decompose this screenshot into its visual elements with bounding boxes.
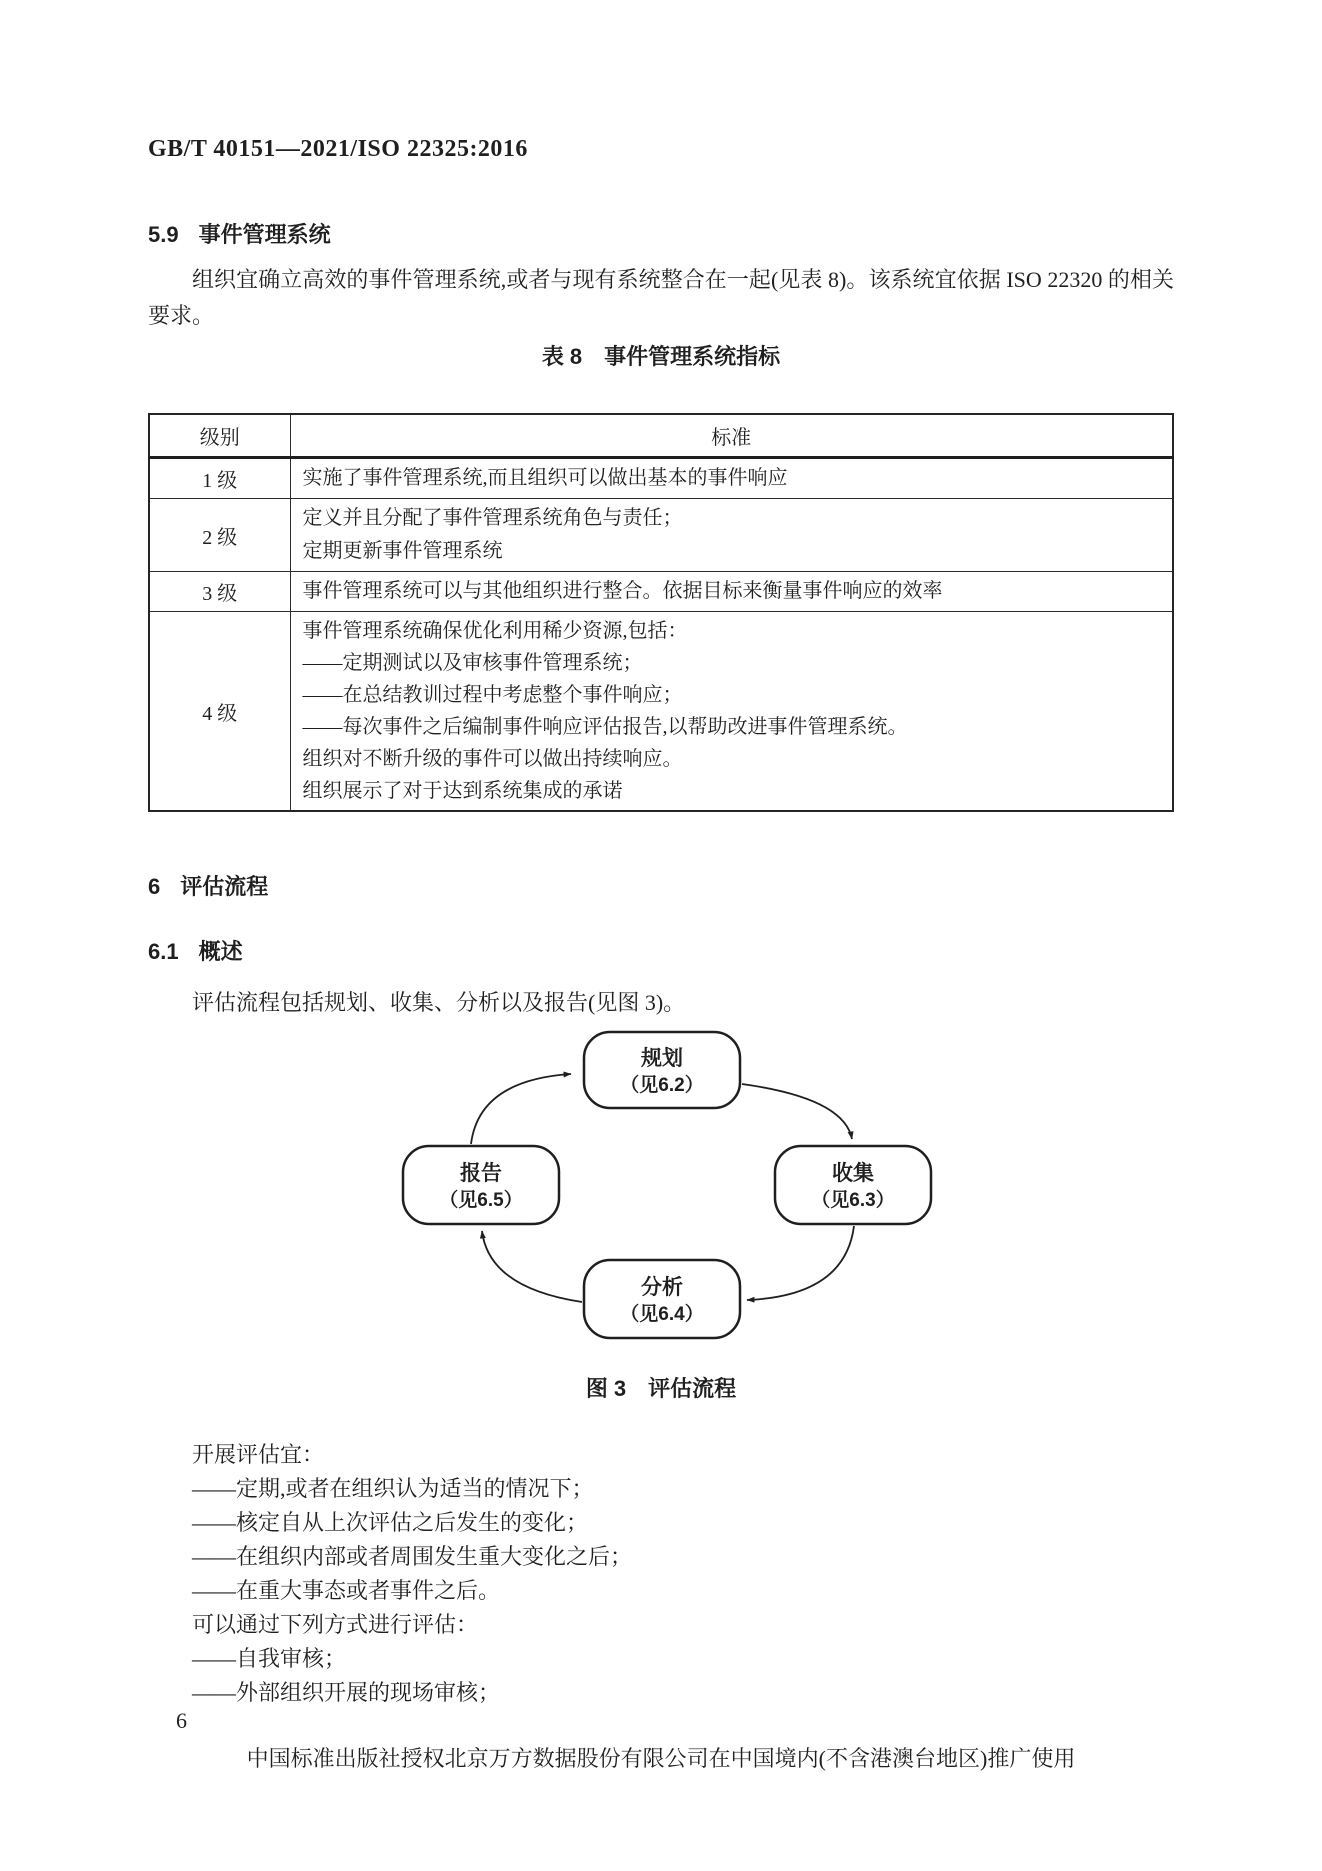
criteria-line: ——每次事件之后编制事件响应评估报告,以帮助改进事件管理系统。 xyxy=(302,716,908,738)
arrow-plan-to-collect xyxy=(742,1084,852,1139)
node-analyze-box xyxy=(584,1260,740,1338)
arrow-analyze-to-report xyxy=(482,1231,582,1302)
section-5-9-heading xyxy=(148,218,331,249)
node-plan-label: 规划 xyxy=(641,1047,683,1070)
criteria-line: 组织展示了对于达到系统集成的承诺 xyxy=(302,780,623,802)
assessment-condition: ——核定自从上次评估之后发生的变化； xyxy=(192,1510,589,1535)
section-6-title: 评估流程 xyxy=(180,874,269,899)
standard-number-header: GB/T 40151—2021/ISO 22325:2016 xyxy=(148,136,528,162)
node-report xyxy=(403,1146,559,1224)
node-plan-ref: （见6.2） xyxy=(620,1075,704,1096)
node-report-ref: （见6.5） xyxy=(439,1190,523,1211)
column-header-criteria: 标准 xyxy=(290,414,1173,458)
section-6-1-heading xyxy=(148,935,243,966)
assessment-condition: ——在重大事态或者事件之后。 xyxy=(192,1578,501,1603)
node-plan-box xyxy=(584,1032,740,1108)
node-report-label: 报告 xyxy=(460,1162,502,1185)
figure-3-process-cycle-diagram xyxy=(331,1028,991,1348)
section-6-1-paragraph: 评估流程包括规划、收集、分析以及报告(见图 3)。 xyxy=(192,990,686,1015)
column-header-level: 级别 xyxy=(149,414,290,458)
criteria-cell xyxy=(290,458,1173,499)
node-analyze-ref: （见6.4） xyxy=(620,1304,704,1325)
figure-3-caption: 图 3 评估流程 xyxy=(585,1376,737,1401)
table-row-level-2 xyxy=(149,499,1173,572)
criteria-line: 定义并且分配了事件管理系统角色与责任； xyxy=(302,507,683,529)
node-collect-label: 收集 xyxy=(832,1162,874,1185)
assessment-intro: 开展评估宜： xyxy=(192,1442,325,1467)
section-5-9-title: 事件管理系统 xyxy=(198,222,331,247)
assessment-method: ——自我审核； xyxy=(192,1646,347,1671)
table-row-level-3 xyxy=(149,572,1173,612)
table-8-title: 表 8 事件管理系统指标 xyxy=(541,344,781,369)
level-cell: 1 级 xyxy=(149,458,290,499)
arrow-collect-to-analyze xyxy=(747,1226,854,1300)
criteria-line: ——在总结教训过程中考虑整个事件响应； xyxy=(302,684,683,706)
arrow-report-to-plan xyxy=(471,1074,571,1144)
assessment-method: ——外部组织开展的现场审核； xyxy=(192,1680,501,1705)
assessment-list xyxy=(148,1438,1174,1710)
criteria-cell xyxy=(290,572,1173,612)
table-row-level-4 xyxy=(149,612,1173,812)
criteria-line: 组织对不断升级的事件可以做出持续响应。 xyxy=(302,748,683,770)
level-cell: 2 级 xyxy=(149,499,290,572)
page-number: 6 xyxy=(176,1708,187,1733)
node-collect xyxy=(775,1146,931,1224)
node-collect-box xyxy=(775,1146,931,1224)
criteria-cell xyxy=(290,499,1173,572)
node-report-box xyxy=(403,1146,559,1224)
section-6-number: 6 xyxy=(148,874,161,899)
assessment-methods-intro: 可以通过下列方式进行评估： xyxy=(192,1612,479,1637)
assessment-condition: ——定期,或者在组织认为适当的情况下； xyxy=(192,1476,594,1501)
criteria-line: 事件管理系统可以与其他组织进行整合。依据目标来衡量事件响应的效率 xyxy=(302,580,943,602)
section-6-1-number: 6.1 xyxy=(148,939,179,964)
section-6-heading xyxy=(148,870,268,901)
node-plan xyxy=(584,1032,740,1108)
node-collect-ref: （见6.3） xyxy=(811,1190,895,1211)
criteria-line: ——定期测试以及审核事件管理系统； xyxy=(302,652,643,674)
criteria-line: 定期更新事件管理系统 xyxy=(302,540,503,562)
table-row-level-1 xyxy=(149,458,1173,499)
criteria-cell xyxy=(290,612,1173,812)
assessment-condition: ——在组织内部或者周围发生重大变化之后； xyxy=(192,1544,633,1569)
table-8 xyxy=(148,413,1174,812)
footer-copyright-notice: 中国标准出版社授权北京万方数据股份有限公司在中国境内(不含港澳台地区)推广使用 xyxy=(246,1746,1076,1771)
section-6-1-title: 概述 xyxy=(198,939,243,964)
section-5-9-paragraph: 组织宜确立高效的事件管理系统,或者与现有系统整合在一起(见表 8)。该系统宜依据 ISO 22320 的相关要求。 xyxy=(148,267,1174,328)
table-header-row xyxy=(149,414,1173,458)
criteria-line: 事件管理系统确保优化利用稀少资源,包括： xyxy=(302,620,688,642)
level-cell: 3 级 xyxy=(149,572,290,612)
level-cell: 4 级 xyxy=(149,612,290,812)
node-analyze xyxy=(584,1260,740,1338)
section-5-9-number: 5.9 xyxy=(148,222,179,247)
node-analyze-label: 分析 xyxy=(641,1276,683,1299)
criteria-line: 实施了事件管理系统,而且组织可以做出基本的事件响应 xyxy=(302,467,788,489)
